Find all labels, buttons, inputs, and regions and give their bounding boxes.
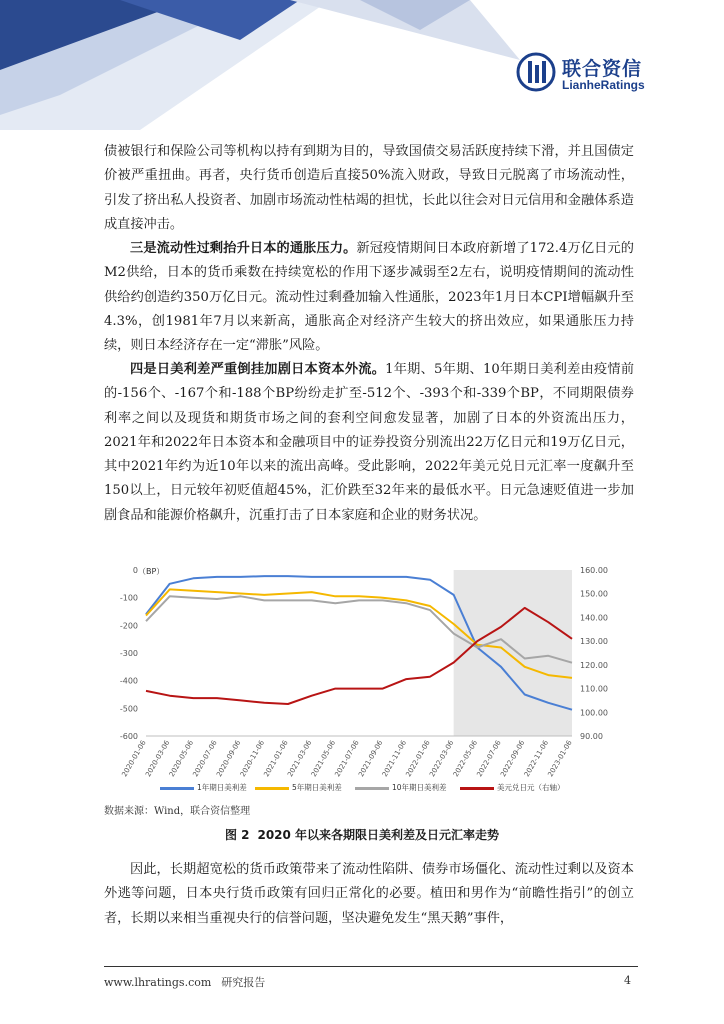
x-tick-label: 2020-03-06 [144, 739, 172, 779]
y-tick-label: -200 [119, 621, 138, 631]
y-right-tick-label: 150.00 [580, 589, 608, 599]
spread-fx-chart [104, 560, 634, 800]
legend-label-10y: 10年期日美利差 [392, 783, 447, 792]
y-right-tick-label: 90.00 [580, 732, 603, 741]
y-tick-label: -600 [119, 732, 138, 741]
shaded-region [454, 570, 572, 736]
logo-chinese-name: 联合资信 [562, 58, 643, 80]
figure-title: 2020 年以来各期限日美利差及日元汇率走势 [257, 828, 500, 842]
y-right-tick-label: 130.00 [580, 637, 608, 647]
x-tick-label: 2022-07-06 [475, 739, 503, 779]
x-tick-label: 2023-01-06 [546, 739, 574, 779]
y-right-tick-label: 110.00 [580, 684, 608, 694]
y-axis-unit-label: （BP） [138, 567, 165, 576]
y-tick-label: -100 [119, 593, 138, 603]
paragraph-2-body: 新冠疫情期间日本政府新增了172.4万亿日元的M2供给，日本的货币乘数在持续宽松的作用下逐步减弱至2左右，说明疫情期间的流动性供给约创造约350万亿日元。流动性过剩叠加输入性通胀，2023年1月日本CPI增幅飙升至4.3%，创1981年7月以来新高，通胀高企对经济产生较大的挤出效应，如果通胀压力持续，则日本经济存在一定“滞胀”风险。 [104, 241, 634, 354]
x-tick-label: 2021-01-06 [262, 739, 290, 779]
legend-label-1y: 1年期日美利差 [197, 783, 247, 792]
x-tick-label: 2020-01-06 [120, 739, 148, 779]
page-number: 4 [624, 974, 631, 987]
figure-number: 图 2 [224, 828, 250, 842]
x-tick-label: 2020-09-06 [215, 739, 243, 779]
lianhe-logo-icon [516, 52, 556, 92]
paragraph-3-body: 1年期、5年期、10年期日美利差由疫情前的-156个、-167个和-188个BP纷纷走扩至-512个、-393个和-339个BP，不同期限债券利率之间以及现货和期货市场之间的套利空间愈发显著，加剧了日本的外资流出压力，2021年和2022年日本资本和金融项目中的证券投资分别流出22万亿日元和19万亿日元，其中2021年约为近10年以来的流出高峰。受此影响，2022年美元兑日元汇率一度飙升至150以上，日元较年初贬值超45%，汇价跌至32年来的最低水平。日元急速贬值进一步加剧食品和能源价格飙升，沉重打击了日本家庭和企业的财务状况。 [104, 362, 635, 523]
paragraph-2 [104, 237, 634, 358]
x-tick-label: 2021-09-06 [357, 739, 385, 779]
company-logo [516, 52, 696, 96]
legend-swatch-10y [355, 787, 389, 790]
x-tick-label: 2022-09-06 [499, 739, 527, 779]
x-tick-label: 2022-05-06 [451, 739, 480, 779]
figure-caption [0, 826, 724, 843]
y-right-tick-label: 160.00 [580, 566, 608, 575]
legend-1y [160, 782, 247, 793]
legend-fx [460, 782, 565, 793]
x-tick-label: 2020-11-06 [238, 739, 267, 779]
x-tick-label: 2022-11-06 [522, 739, 551, 779]
y-tick-label: 0 [132, 566, 138, 575]
legend-10y [355, 782, 447, 793]
y-right-tick-label: 140.00 [580, 613, 608, 623]
x-tick-label: 2022-03-06 [428, 739, 456, 779]
y-tick-label: -400 [119, 676, 138, 686]
x-tick-label: 2022-01-06 [404, 739, 432, 779]
y-right-tick-label: 100.00 [580, 708, 608, 718]
legend-5y [255, 782, 342, 793]
x-tick-label: 2020-07-06 [191, 739, 219, 779]
x-tick-label: 2020-05-06 [167, 739, 196, 779]
footer-doc-type: 研究报告 [221, 976, 266, 989]
paragraph-3-heading: 四是日美利差严重倒挂加剧日本资本外流。 [130, 362, 386, 377]
footer-info [104, 974, 275, 990]
legend-label-fx: 美元兑日元（右轴） [497, 783, 565, 792]
legend-swatch-fx [460, 787, 494, 790]
legend-label-5y: 5年期日美利差 [292, 783, 342, 792]
legend-swatch-5y [255, 787, 289, 790]
footer-url[interactable]: www.lhratings.com [104, 976, 212, 989]
x-tick-label: 2021-03-06 [286, 739, 314, 779]
paragraph-3 [104, 358, 634, 528]
footer-divider [104, 966, 638, 967]
paragraph-4: 因此，长期超宽松的货币政策带来了流动性陷阱、债券市场僵化、流动性过剩以及资本外逃等问题，日本央行货币政策有回归正常化的必要。植田和男作为“前瞻性指引”的创立者，长期以来相当重视央行的信誉问题，坚决避免发生“黑天鹅”事件， [104, 862, 634, 926]
paragraph-1: 债被银行和保险公司等机构以持有到期为目的，导致国债交易活跃度持续下滑，并且国债定价被严重扭曲。再者，央行货币创造后直接50%流入财政，导致日元脱离了市场流动性，引发了挤出私人投资者、加剧市场流动性枯竭的担忧，长此以往会对日元信用和金融体系造成直接冲击。 [104, 144, 634, 232]
logo-english-name: LianheRatings [562, 78, 645, 92]
x-tick-label: 2021-11-06 [380, 739, 409, 779]
y-tick-label: -300 [119, 649, 138, 658]
paragraph-2-heading: 三是流动性过剩抬升日本的通胀压力。 [130, 241, 357, 256]
data-source: 数据来源：Wind，联合资信整理 [104, 806, 251, 817]
y-right-tick-label: 120.00 [580, 660, 608, 670]
x-tick-label: 2021-07-06 [333, 739, 361, 779]
y-tick-label: -500 [119, 704, 138, 714]
legend-swatch-1y [160, 787, 194, 790]
x-tick-label: 2021-05-06 [309, 739, 338, 779]
